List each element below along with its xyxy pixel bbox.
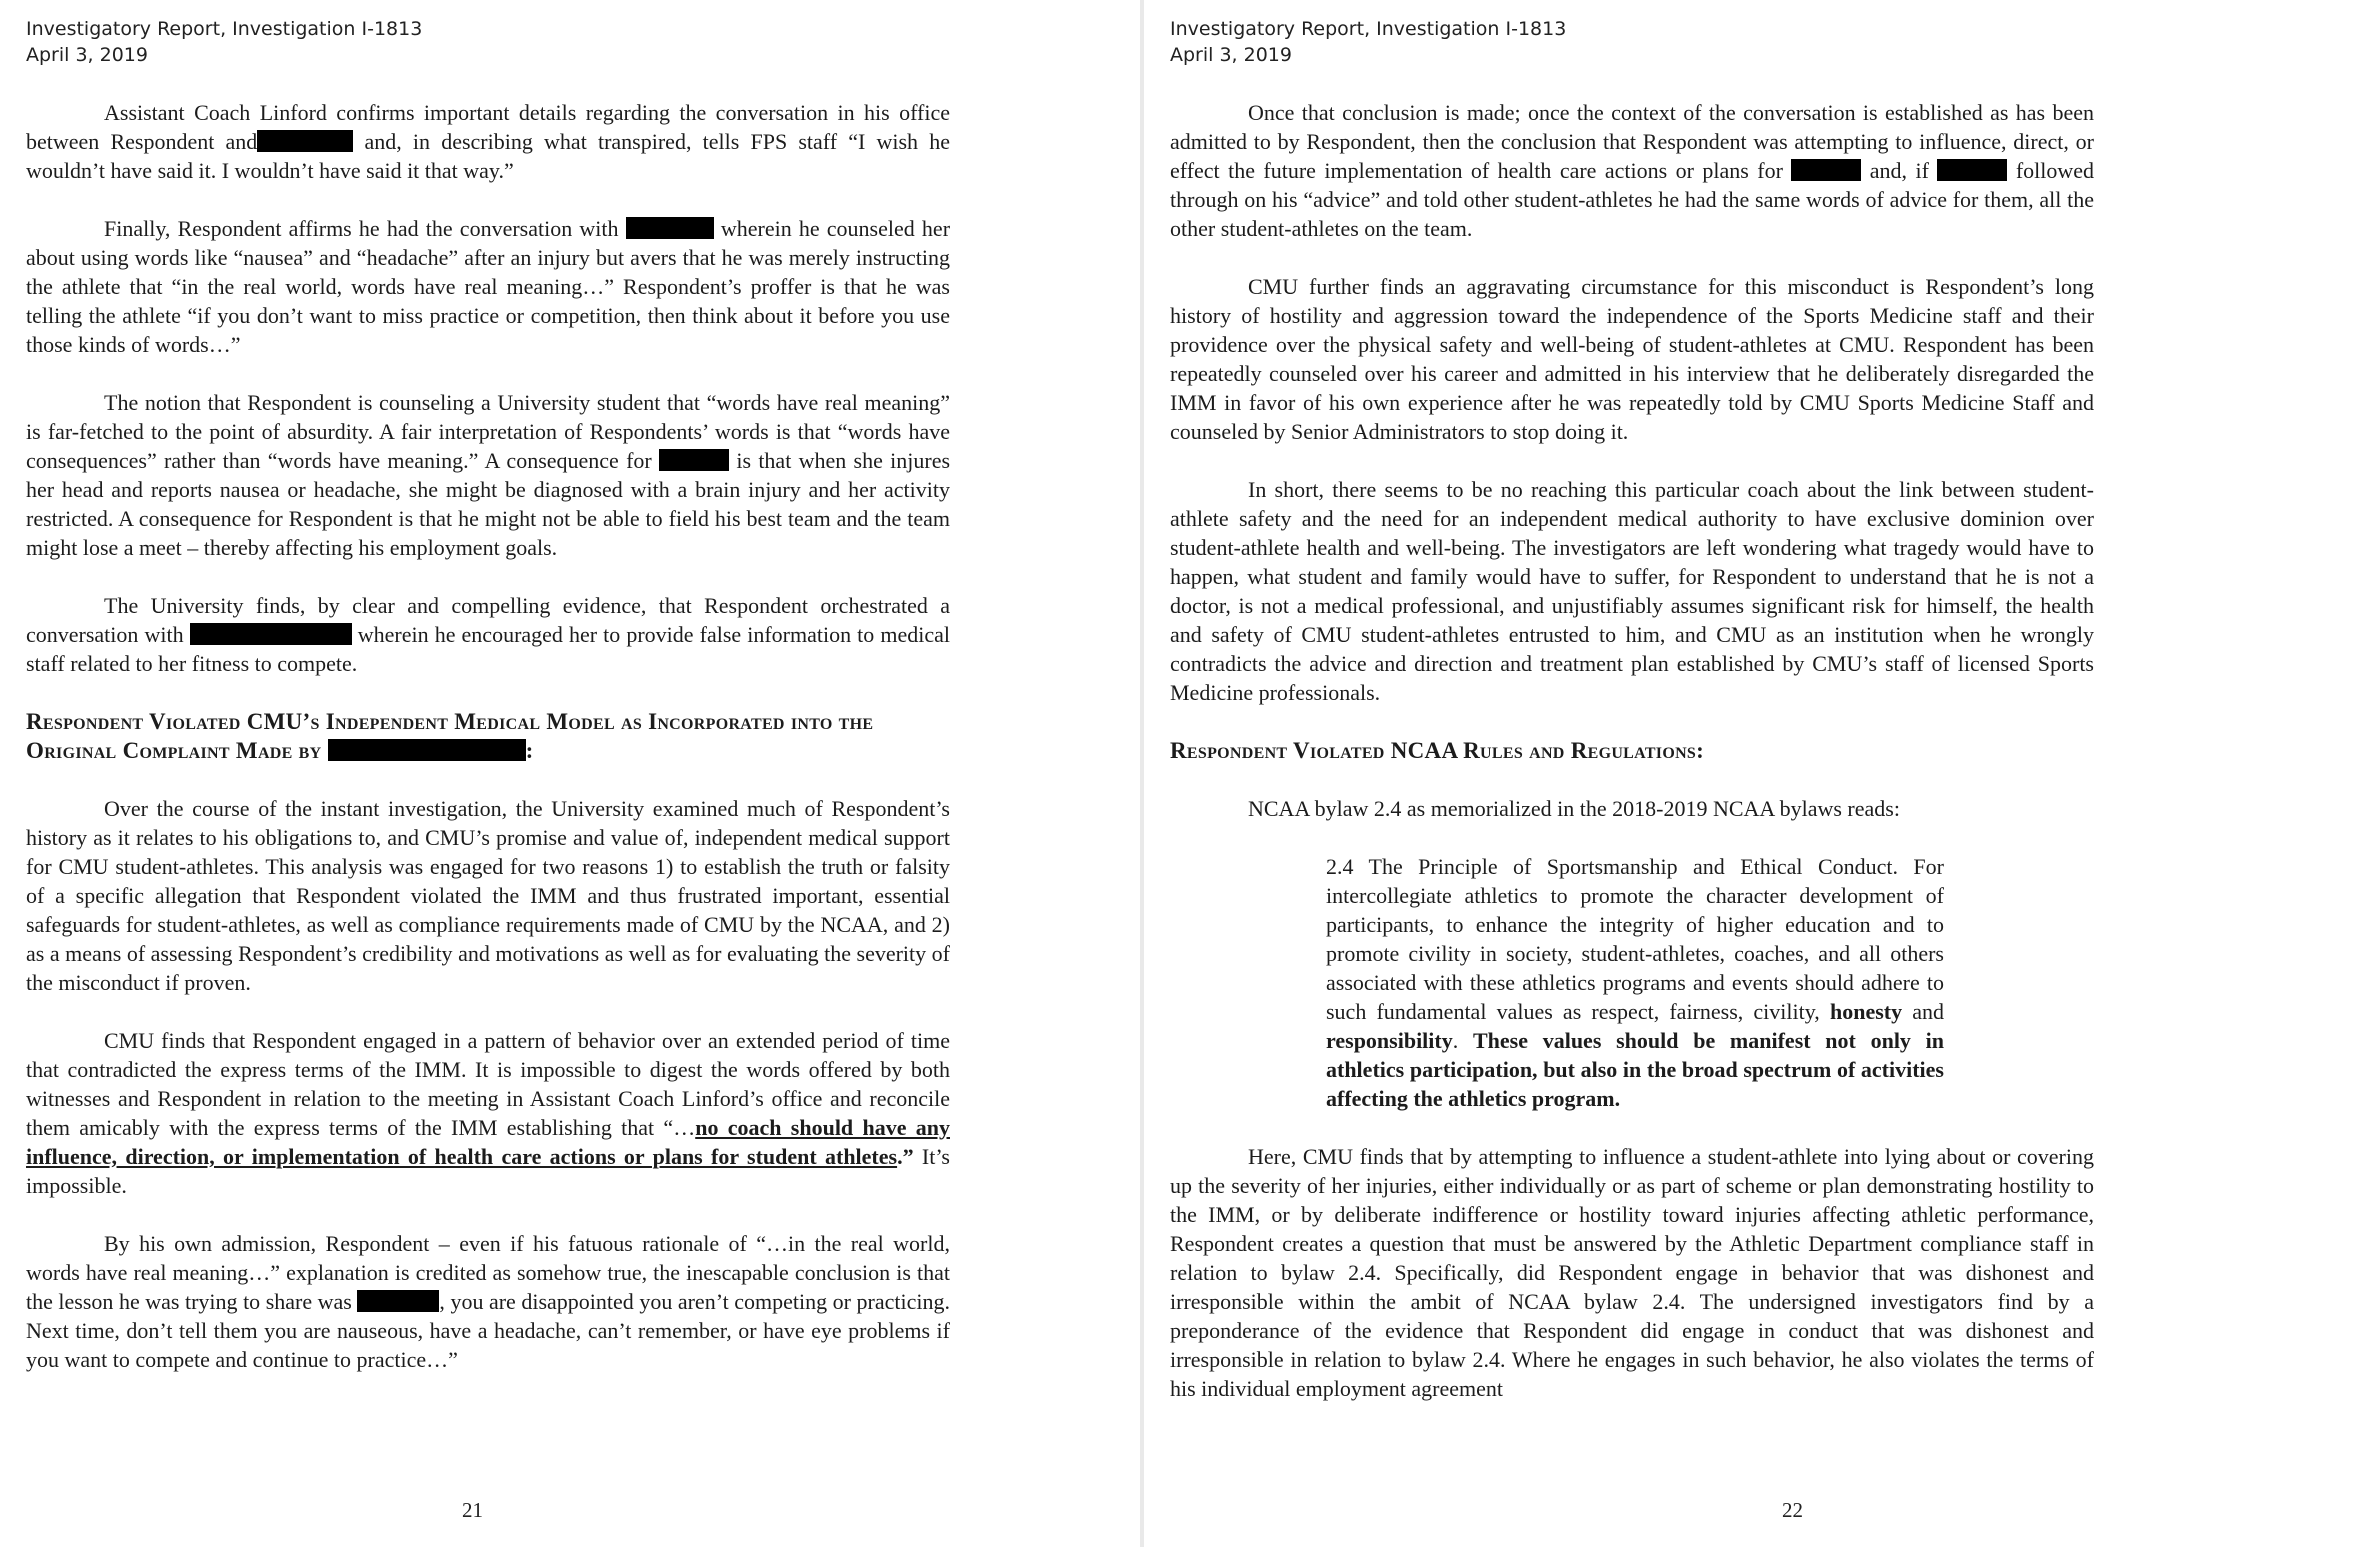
header-title: Investigatory Report, Investigation I-1813 — [1170, 18, 1567, 40]
paragraph-text: Over the course of the instant investigation, the University examined much of Respondent’s history as it relates to his obligations to, and CMU’s promise and value of, independent medical support for CMU student-athletes. This analysis was engaged for two reasons 1) to establish the truth or falsity of a specific allegation that Respondent violated the IMM and thus frustrated important, essential safeguards for student-athletes, as well as compliance requirements made of CMU by the NCAA, and 2) as a means of assessing Respondent’s credibility and motivations as well as for evaluating the severity of the misconduct if proven. — [26, 796, 950, 995]
paragraph-text: CMU further finds an aggravating circumstance for this misconduct is Respondent’s long history of hostility and aggression toward the independence of the Sports Medicine staff and their providence over the physical safety and well-being of student-athletes at CMU. Respondent has been repeatedly counseled over his career and admitted in his interview that he deliberately disregarded the IMM in favor of his own experience after he was repeatedly told by CMU Sports Medicine Staff and counseled by Senior Administrators to stop doing it. — [1170, 274, 2094, 444]
heading-colon: : — [525, 738, 534, 763]
paragraph-text: wherein he encouraged her to provide false information to medical staff related to her fitness to compete. — [26, 622, 950, 676]
redaction-block — [659, 449, 729, 471]
paragraph — [26, 214, 950, 359]
bylaw-blockquote — [1326, 852, 1944, 1113]
paragraph-text: Finally, Respondent affirms he had the conversation with — [104, 216, 619, 241]
redaction-block — [357, 1290, 439, 1312]
paragraph — [26, 388, 950, 562]
paragraph-text: NCAA bylaw 2.4 as memorialized in the 2018-2019 NCAA bylaws reads: — [1248, 796, 1900, 821]
paragraph-text: The notion that Respondent is counseling a University student that “words have real meaning” is far-fetched to the point of absurdity. A fair interpretation of Respondents’ words is that “words have consequences” rather than “words have meaning.” A consequence for — [26, 390, 950, 473]
quote-bold: responsibility — [1326, 1028, 1453, 1053]
page-22 — [1144, 0, 2362, 1547]
header-date: April 3, 2019 — [26, 44, 148, 66]
redaction-block — [257, 130, 353, 152]
paragraph-text: It’s impossible. — [26, 1144, 950, 1198]
page-number: 21 — [462, 1498, 483, 1522]
running-header — [26, 16, 1140, 68]
paragraph-text: and, in describing what transpired, tells FPS staff “I wish he wouldn’t have said it. I wouldn’t have said it that way.” — [26, 129, 951, 183]
paragraph-text: followed through on his “advice” and told other student-athletes he had the same words of advice for them, all the other student-athletes on the team. — [1170, 158, 2095, 241]
quote-text: 2.4 The Principle of Sportsmanship and Ethical Conduct. For intercollegiate athletics to promote the character development of participants, to enhance the integrity of higher education and to promote civility in society, student-athletes, coaches, and all others associated with these athletics programs and events should adhere to such fundamental values as respect, fairness, civility, — [1326, 854, 1944, 1024]
paragraph — [26, 98, 950, 185]
paragraph-text: By his own admission, Respondent – even if his fatuous rationale of “…in the real world, words have real meaning…” explanation is credited as somehow true, the inescapable conclusion is that the lesson he was trying to share was — [26, 1231, 950, 1314]
running-header — [1170, 16, 2362, 68]
paragraph-text: CMU finds that Respondent engaged in a pattern of behavior over an extended period of time that contradicted the express terms of the IMM. It is impossible to digest the words offered by both witnesses and Respondent in relation to the meeting in Assistant Coach Linford’s office and reconcile them amicably with the express terms of the IMM establishing that “… — [26, 1028, 950, 1140]
paragraph — [26, 1026, 950, 1200]
paragraph — [1170, 272, 2094, 446]
quote-bold: honesty — [1829, 999, 1903, 1024]
redaction-block — [626, 217, 714, 239]
emphasized-quote: no coach should have any influence, direction, or implementation of health care actions or plans for student athletes — [26, 1115, 950, 1169]
heading-text: Respondent Violated CMU’s Independent Medical Model as Incorporated into the Original Complaint Made by — [26, 709, 874, 763]
paragraph-text: and, if — [1869, 158, 1929, 183]
section-heading: Respondent Violated NCAA Rules and Regulations: — [1170, 738, 1705, 763]
quote-close: .” — [897, 1144, 914, 1169]
paragraph-text: , you are disappointed you aren’t competing or practicing. Next time, don’t tell them you are nauseous, have a headache, can’t remember, or have eye problems if you want to compete and continue to practice…” — [26, 1289, 950, 1372]
paragraph — [1170, 475, 2094, 707]
paragraph — [1170, 1142, 2094, 1403]
header-date: April 3, 2019 — [1170, 44, 1292, 66]
paragraph-text: In short, there seems to be no reaching this particular coach about the link between student-athlete safety and the need for an independent medical authority to have exclusive dominion over student-athlete health and well-being. The investigators are left wondering what tragedy would have to happen, what student and family would have to suffer, for Respondent to understand that he is not a doctor, is not a medical professional, and unjustifiably assumes significant risk for himself, the health and safety of CMU student-athletes entrusted to him, and CMU as an institution when he wrongly contradicts the advice and direction and treatment plan established by CMU’s staff of licensed Sports Medicine professionals. — [1170, 477, 2094, 705]
paragraph-text: is that when she injures her head and reports nausea or headache, she might be diagnosed with a brain injury and her activity restricted. A consequence for Respondent is that he might not be able to field his best team and the team might lose a meet – thereby affecting his employment goals. — [26, 448, 951, 560]
paragraph — [1170, 794, 2094, 823]
section-heading — [26, 707, 950, 765]
redaction-block — [328, 739, 526, 761]
paragraph-text: Assistant Coach Linford confirms important details regarding the conversation in his office between Respondent and — [26, 100, 950, 154]
header-title: Investigatory Report, Investigation I-1813 — [26, 18, 423, 40]
body-text — [1170, 98, 2094, 1403]
paragraph-text: wherein he counseled her about using words like “nausea” and “headache” after an injury but avers that he was merely instructing the athlete that “in the real world, words have real meaning…” Respondent’s proffer is that he was telling the athlete “if you don’t want to miss practice or competition, then think about it before you use those kinds of words…” — [26, 216, 951, 357]
paragraph — [26, 591, 950, 678]
quote-text: . — [1452, 1028, 1473, 1053]
redaction-block — [1937, 159, 2007, 181]
paragraph-text: Here, CMU finds that by attempting to influence a student-athlete into lying about or covering up the severity of her injuries, either individually or as part of scheme or plan demonstrating hostility to the IMM, or by deliberate indifference or hostility toward injuries affecting athletic performance, Respondent creates a question that must be answered by the Athletic Department compliance staff in relation to bylaw 2.4. Specifically, did Respondent engage in behavior that was dishonest and irresponsible within the ambit of NCAA bylaw 2.4. The undersigned investigators find by a preponderance of the evidence that Respondent did engage in conduct that was dishonest and irresponsible in relation to bylaw 2.4. Where he engages in such behavior, he also violates the terms of his individual employment agreement — [1170, 1144, 2094, 1401]
redaction-block — [1791, 159, 1861, 181]
page-number: 22 — [1782, 1498, 1803, 1522]
redaction-block — [190, 623, 352, 645]
quote-bold: These values should be manifest not only in athletics participation, but also in the broad spectrum of activities affecting the athletics program. — [1326, 1028, 1945, 1111]
paragraph — [1170, 98, 2094, 243]
paragraph — [26, 1229, 950, 1374]
paragraph-text: Once that conclusion is made; once the context of the conversation is established as has been admitted to by Respondent, then the conclusion that Respondent was attempting to influence, direct, or effect the future implementation of health care actions or plans for — [1170, 100, 2094, 183]
page-21 — [0, 0, 1140, 1547]
paragraph-text: The University finds, by clear and compelling evidence, that Respondent orchestrated a conversation with — [26, 593, 950, 647]
body-text — [26, 98, 950, 1374]
paragraph — [26, 794, 950, 997]
quote-text: and — [1902, 999, 1945, 1024]
